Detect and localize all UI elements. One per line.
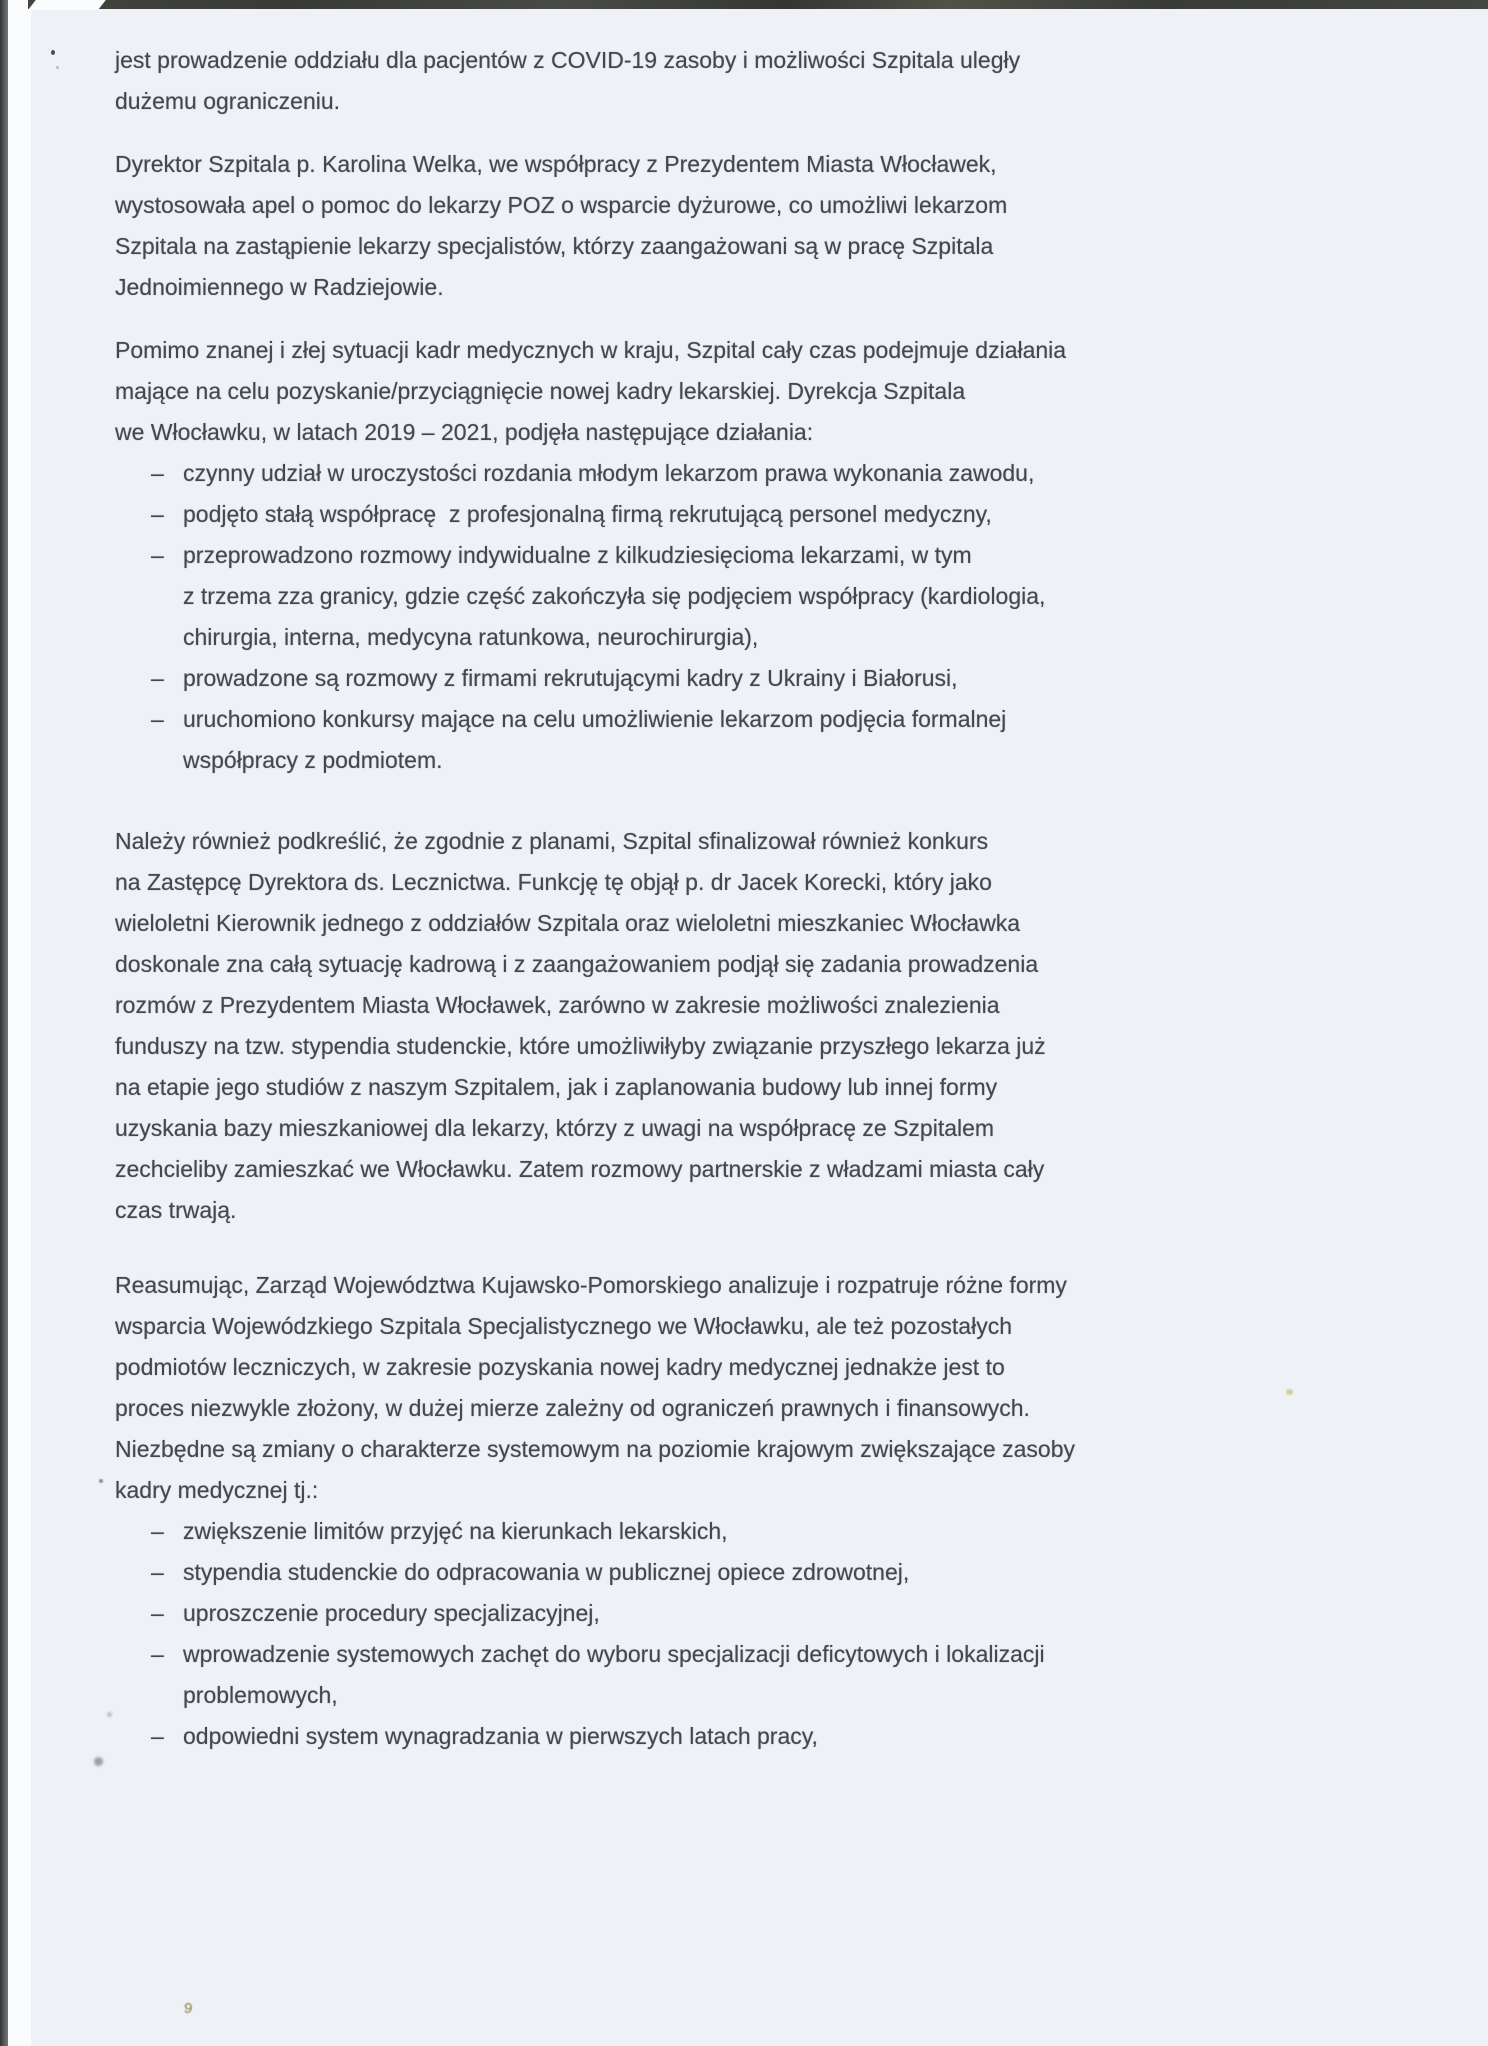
- list-item-text: [183, 535, 1445, 658]
- list-item: [115, 453, 1445, 494]
- text-line: na Zastępcę Dyrektora ds. Lecznictwa. Funkcję tę objął p. dr Jacek Korecki, który jako: [115, 869, 992, 895]
- text-line: podjęto stałą współpracę z profesjonalną firmą rekrutującą personel medyczny,: [183, 501, 992, 527]
- text-line: odpowiedni system wynagradzania w pierwszych latach pracy,: [183, 1723, 818, 1749]
- text-line: Szpitala na zastąpienie lekarzy specjalistów, którzy zaangażowani są w pracę Szpitala: [115, 233, 994, 259]
- text-line: wieloletni Kierownik jednego z oddziałów Szpitala oraz wieloletni mieszkaniec Włocławka: [115, 910, 1021, 936]
- list-item: [115, 1593, 1445, 1634]
- bullet-dash: –: [151, 665, 164, 691]
- list-item: [115, 658, 1445, 699]
- list-item: [115, 494, 1445, 535]
- text-line: współpracy z podmiotem.: [183, 747, 443, 773]
- text-line: wystosowała apel o pomoc do lekarzy POZ o wsparcie dyżurowe, co umożliwi lekarzom: [115, 192, 1008, 218]
- list-item: [115, 699, 1445, 781]
- bullet-dash: –: [151, 1518, 164, 1544]
- bullet-dash: –: [151, 1559, 164, 1585]
- scan-edge-top: [28, 0, 1488, 9]
- paragraph: [115, 1265, 1445, 1511]
- bullet-dash: –: [151, 1600, 164, 1626]
- text-line: rozmów z Prezydentem Miasta Włocławek, zarówno w zakresie możliwości znalezienia: [115, 992, 1000, 1018]
- text-line: problemowych,: [183, 1682, 338, 1708]
- text-line: Reasumując, Zarząd Województwa Kujawsko-Pomorskiego analizuje i rozpatruje różne formy: [115, 1272, 1067, 1298]
- list-item-text: [183, 1552, 1445, 1593]
- list-item-text: [183, 699, 1445, 781]
- paragraph: [115, 330, 1445, 453]
- text-line: wprowadzenie systemowych zachęt do wyboru specjalizacji deficytowych i lokalizacji: [183, 1641, 1045, 1667]
- list-item-text: [183, 658, 1445, 699]
- paper-speck: [107, 1712, 112, 1717]
- bullet-dash: –: [151, 1723, 164, 1749]
- list-item-text: [183, 1593, 1445, 1634]
- text-line: podmiotów leczniczych, w zakresie pozyskania nowej kadry medycznej jednakże jest to: [115, 1354, 1005, 1380]
- text-line: czas trwają.: [115, 1197, 237, 1223]
- bullet-list: [115, 453, 1445, 781]
- text-line: zwiększenie limitów przyjęć na kierunkach lekarskich,: [183, 1518, 728, 1544]
- text-line: z trzema zza granicy, gdzie część zakończyła się podjęciem współpracy (kardiologia,: [183, 583, 1046, 609]
- list-item-text: [183, 1511, 1445, 1552]
- paragraph: [115, 40, 1445, 122]
- list-item: [115, 1716, 1445, 1757]
- text-line: stypendia studenckie do odpracowania w publicznej opiece zdrowotnej,: [183, 1559, 910, 1585]
- text-line: chirurgia, interna, medycyna ratunkowa, neurochirurgia),: [183, 624, 759, 650]
- text-line: kadry medycznej tj.:: [115, 1477, 319, 1503]
- text-line: na etapie jego studiów z naszym Szpitalem, jak i zaplanowania budowy lub innej formy: [115, 1074, 998, 1100]
- scan-edge-left-white: [8, 0, 31, 2046]
- bullet-dash: –: [151, 706, 164, 732]
- scan-corner-wedge: [28, 0, 106, 10]
- text-line: Jednoimiennego w Radziejowie.: [115, 274, 444, 300]
- bullet-list: [115, 1511, 1445, 1757]
- text-line: zechcieliby zamieszkać we Włocławku. Zatem rozmowy partnerskie z władzami miasta cały: [115, 1156, 1045, 1182]
- list-item-text: [183, 1716, 1445, 1757]
- paper-speck-bottom: 9: [183, 1999, 194, 2018]
- list-item-text: [183, 494, 1445, 535]
- text-line: funduszy na tzw. stypendia studenckie, które umożliwiłyby związanie przyszłego lekarza już: [115, 1033, 1046, 1059]
- text-line: czynny udział w uroczystości rozdania młodym lekarzom prawa wykonania zawodu,: [183, 460, 1035, 486]
- text-line: jest prowadzenie oddziału dla pacjentów z COVID-19 zasoby i możliwości Szpitala uległy: [115, 47, 1021, 73]
- document-body: [115, 40, 1445, 1757]
- text-line: Należy również podkreślić, że zgodnie z planami, Szpital sfinalizował również konkurs: [115, 828, 989, 854]
- paper-speck: [51, 50, 55, 55]
- text-line: przeprowadzono rozmowy indywidualne z kilkudziesięcioma lekarzami, w tym: [183, 542, 972, 568]
- text-line: Niezbędne są zmiany o charakterze systemowym na poziomie krajowym zwiększające zasoby: [115, 1436, 1075, 1462]
- list-item: [115, 535, 1445, 658]
- paper-speck: [56, 66, 59, 69]
- text-line: prowadzone są rozmowy z firmami rekrutującymi kadry z Ukrainy i Białorusi,: [183, 665, 958, 691]
- text-line: uzyskania bazy mieszkaniowej dla lekarzy, którzy z uwagi na współpracę ze Szpitalem: [115, 1115, 995, 1141]
- bullet-dash: –: [151, 542, 164, 568]
- text-line: doskonale zna całą sytuację kadrową i z zaangażowaniem podjął się zadania prowadzenia: [115, 951, 1039, 977]
- bullet-dash: –: [151, 460, 164, 486]
- scan-edge-left-dark: [0, 0, 8, 2046]
- paper-speck: [99, 1479, 103, 1483]
- text-line: mające na celu pozyskanie/przyciągnięcie nowej kadry lekarskiej. Dyrekcja Szpitala: [115, 378, 966, 404]
- text-line: dużemu ograniczeniu.: [115, 88, 341, 114]
- bullet-dash: –: [151, 1641, 164, 1667]
- bullet-dash: –: [151, 501, 164, 527]
- text-line: uproszczenie procedury specjalizacyjnej,: [183, 1600, 600, 1626]
- text-line: we Włocławku, w latach 2019 – 2021, podjęła następujące działania:: [115, 419, 814, 445]
- list-item: [115, 1511, 1445, 1552]
- list-item-text: [183, 1634, 1445, 1716]
- paper-speck: [94, 1757, 103, 1766]
- list-item-text: [183, 453, 1445, 494]
- list-item: [115, 1552, 1445, 1593]
- paragraph: [115, 144, 1445, 308]
- text-line: uruchomiono konkursy mające na celu umożliwienie lekarzom podjęcia formalnej: [183, 706, 1007, 732]
- text-line: Dyrektor Szpitala p. Karolina Welka, we współpracy z Prezydentem Miasta Włocławek,: [115, 151, 997, 177]
- text-line: Pomimo znanej i złej sytuacji kadr medycznych w kraju, Szpital cały czas podejmuje działania: [115, 337, 1067, 363]
- text-line: wsparcia Wojewódzkiego Szpitala Specjalistycznego we Włocławku, ale też pozostałych: [115, 1313, 1012, 1339]
- text-line: proces niezwykle złożony, w dużej mierze zależny od ograniczeń prawnych i finansowych.: [115, 1395, 1030, 1421]
- paragraph: [115, 821, 1445, 1231]
- list-item: [115, 1634, 1445, 1716]
